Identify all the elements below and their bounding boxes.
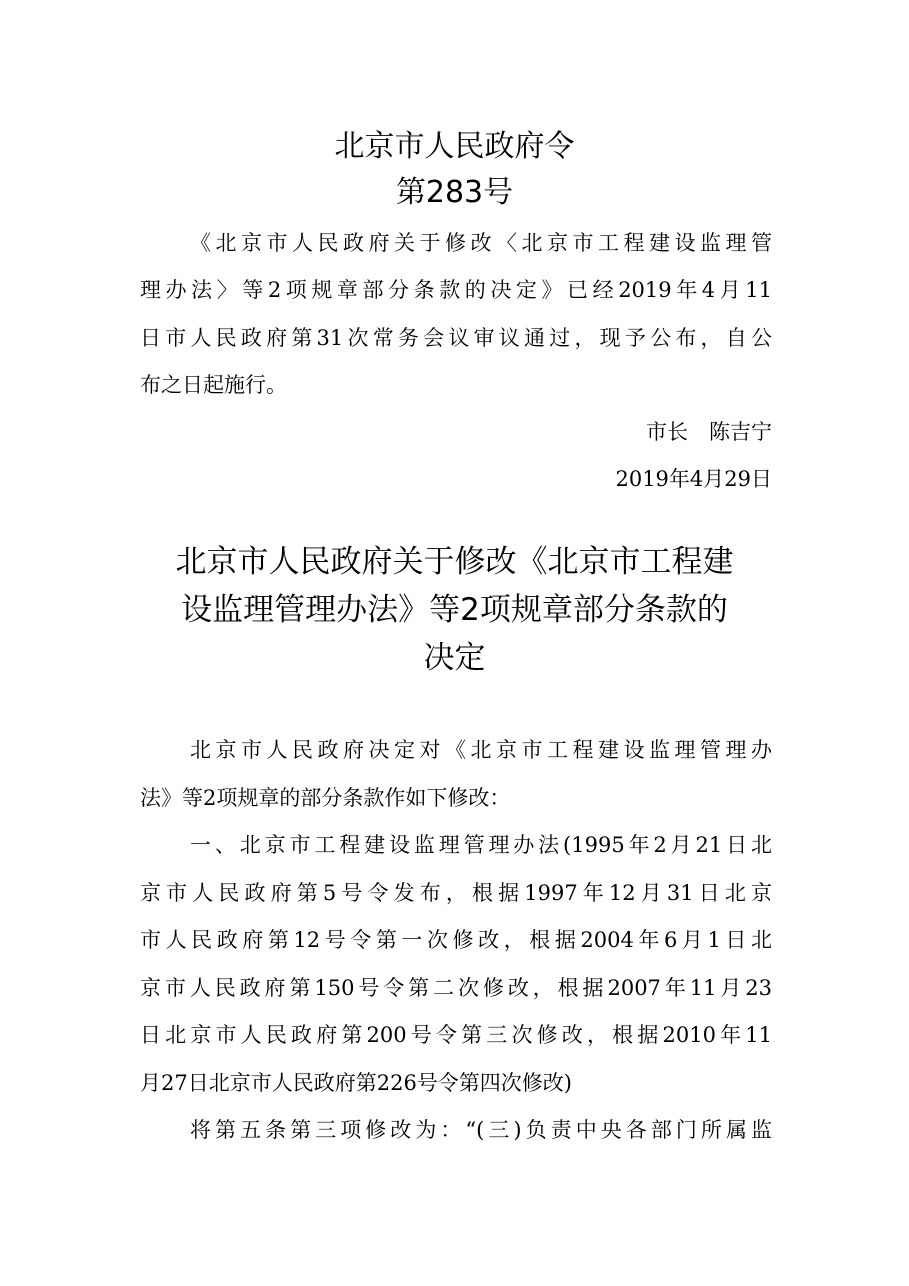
body-line: 市人民政府第12号令第一次修改，根据2004年6月1日北 [140, 928, 772, 952]
preamble-line: 日市人民政府第31次常务会议审议通过，现予公布，自公 [140, 326, 772, 350]
body-line: 月27日北京市人民政府第226号令第四次修改) [140, 1071, 572, 1095]
decision-title-line: 设监理管理办法》等2项规章部分条款的 [181, 592, 728, 628]
preamble-line: 布之日起施行。 [140, 373, 287, 397]
body-line: 日北京市人民政府第200号令第三次修改，根据2010年11 [140, 1023, 772, 1047]
body-line: 京市人民政府第150号令第二次修改，根据2007年11月23 [140, 976, 772, 1000]
preamble-line: 理办法〉等2项规章部分条款的决定》已经2019年4月11 [140, 278, 772, 302]
body-line: 将第五条第三项修改为：“(三)负责中央各部门所属监 [190, 1118, 772, 1142]
order-number: 第283号 [395, 175, 514, 210]
body-line: 法》等2项规章的部分条款作如下修改： [140, 786, 511, 810]
body-line: 北京市人民政府决定对《北京市工程建设监理管理办 [190, 738, 772, 762]
body-line: 一、北京市工程建设监理管理办法(1995年2月21日北 [190, 833, 772, 857]
signatory: 市长 陈吉宁 [646, 420, 772, 444]
body-line: 京市人民政府第5号令发布，根据1997年12月31日北京 [140, 881, 772, 905]
signature-date: 2019年4月29日 [615, 467, 772, 491]
decision-title-line: 北京市人民政府关于修改《北京市工程建 [175, 544, 734, 580]
decision-title-line: 决定 [423, 640, 486, 676]
order-title: 北京市人民政府令 [334, 129, 575, 164]
preamble-line: 《北京市人民政府关于修改〈北京市工程建设监理管 [190, 231, 772, 255]
